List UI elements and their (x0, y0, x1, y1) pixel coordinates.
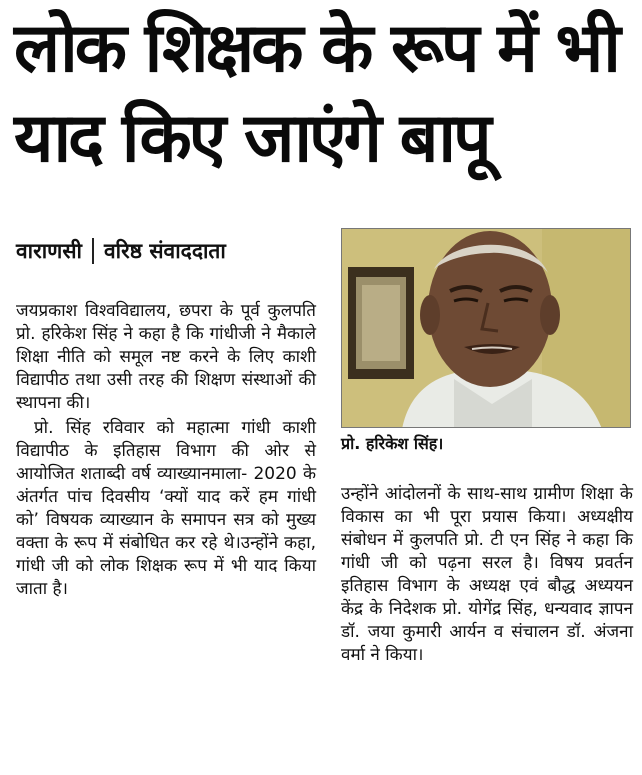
dateline-separator (92, 238, 94, 264)
headline (14, 4, 634, 184)
article-paragraph-3: उन्होंने आंदोलनों के साथ-साथ ग्रामीण शिक्षा के विकास का भी पूरा प्रयास किया। अध्यक्षीय संबोधन में कुलपति प्रो. टी एन सिंह ने कहा कि गांधी जी को पढ़ना सरल है। विषय प्रवर्तन इतिहास विभाग के अध्यक्ष एवं बौद्ध अध्ययन केंद्र के निदेशक प्रो. योगेंद्र सिंह, धन्यवाद ज्ञापन डॉ. जया कुमारी आर्यन व संचालन डॉ. अंजना वर्मा ने किया। (341, 484, 633, 665)
portrait-illustration (342, 229, 631, 428)
dateline-place: वाराणसी (16, 239, 82, 263)
headline-line-1: लोक शिक्षक के रूप में भी (14, 9, 618, 88)
photo-caption: प्रो. हरिकेश सिंह। (341, 434, 444, 453)
news-photo (341, 228, 631, 428)
article-paragraph-1: जयप्रकाश विश्वविद्यालय, छपरा के पूर्व कुलपति प्रो. हरिकेश सिंह ने कहा है कि गांधीजी ने मैकाले शिक्षा नीति को समूल नष्ट करने के लिए काशी विद्यापीठ तथा उसी तरह की शिक्षण संस्थाओं की स्थापना की। (16, 301, 316, 413)
article-column-right (341, 483, 633, 667)
article-paragraph-2: प्रो. सिंह रविवार को महात्मा गांधी काशी विद्यापीठ के इतिहास विभाग की ओर से आयोजित शताब्दी वर्ष व्याख्यानमाला- 2020 के अंतर्गत पांच दिवसीय ‘क्यों याद करें हम गांधी को’ विषयक व्याख्यान के समापन सत्र को मुख्य वक्ता के रूप में संबोधित कर रहे थे।उन्होंने कहा, गांधी जी को लोक शिक्षक रूप में भी याद किया जाता है। (16, 418, 316, 599)
dateline (16, 233, 226, 269)
dateline-byline: वरिष्ठ संवाददाता (103, 239, 226, 263)
headline-line-2: याद किए जाएंगे बापू (14, 99, 489, 178)
article-column-left (16, 300, 316, 601)
